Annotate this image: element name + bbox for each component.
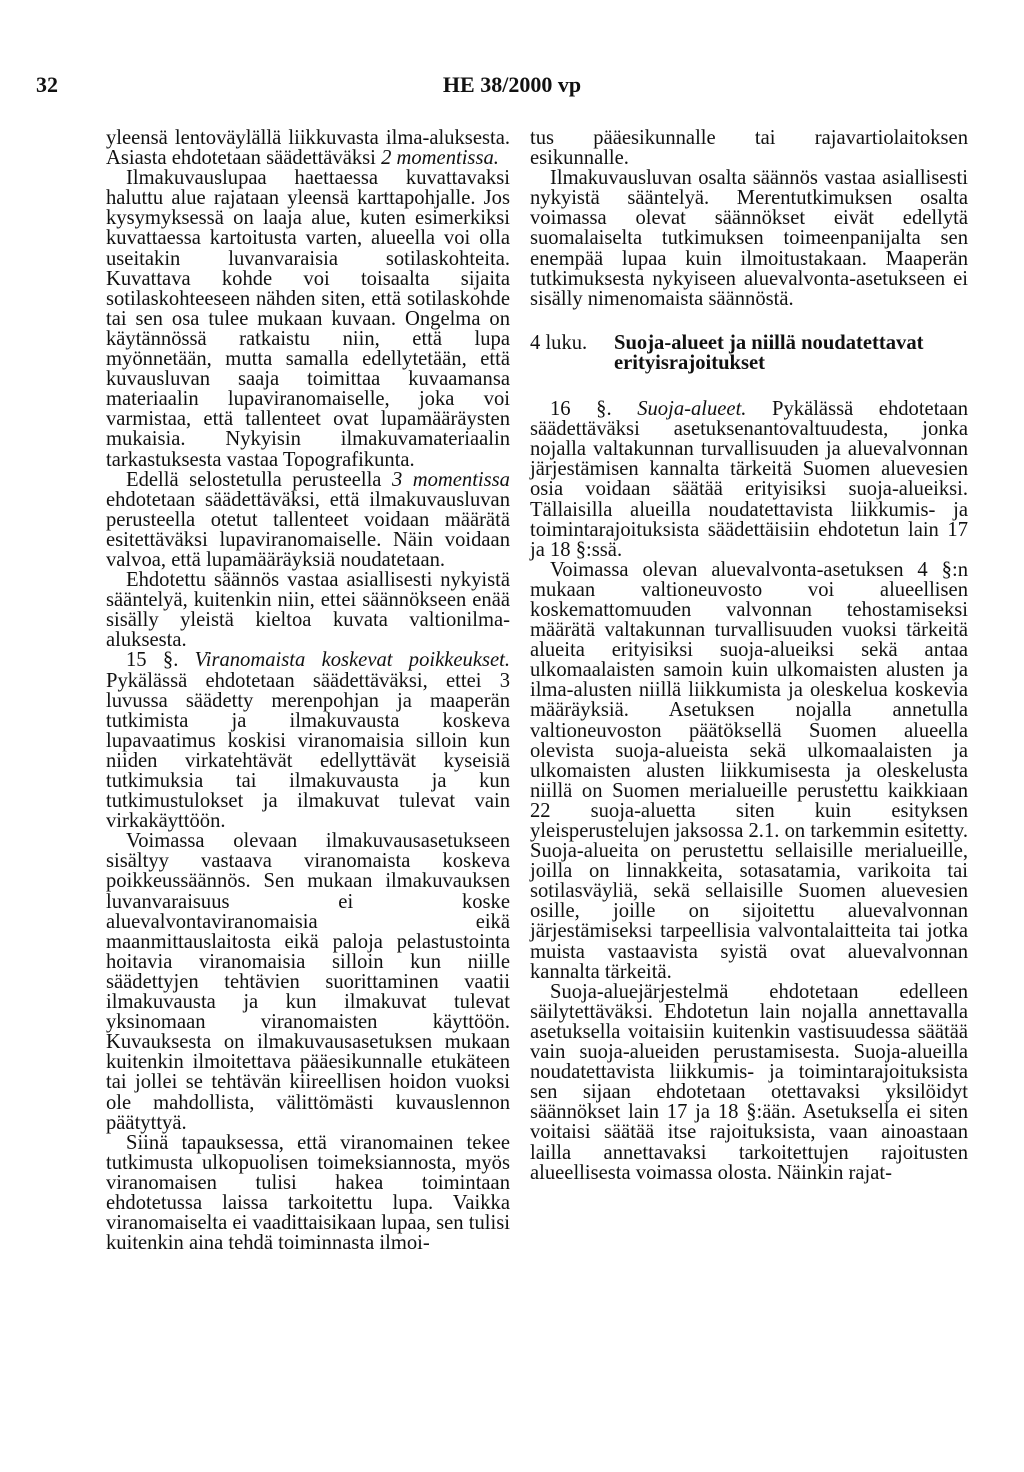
paragraph: Voimassa olevan aluevalvonta-asetuksen 4 §:n mukaan valtioneuvosto voi alueellisen koskemattomuuden valvonnan tehostamiseksi määrätä valtakunnan turvallisuuden vuoksi tärkeitä alueita erityisiksi suoja-alueiksi sekä antaa ulkomaalaisten samoin kuin ulkomaisten alusten ja ilma-alusten niillä liikkumista ja oleskelua koskevia määräyksiä. Asetuksen nojalla annetulla valtioneuvoston päätöksellä Suomen alueella olevista suoja-alueista sekä ulkomaalaisten ja ulkomaisten alusten liikkumisesta ja oleskelusta niillä on Suomen merialueille perustettu kaikkiaan 22 suoja-aluetta siten kuin esityksen yleisperustelujen jaksossa 2.1. on tarkemmin esitetty. Suoja-alueita on perustettu sellaisille merialueille, joilla on linnakkeita, sotasatamia, varikoita tai sotilasväyliä, sekä sellaisille Suomen aluevesien osille, joille on sijoitettu aluevalvonnan järjestämiseksi tarpeellisia valvontalaitteita tai jotka muista vastaavista syistä ovat aluevalvonnan kannalta tärkeitä. [530,558,968,983]
section-15-paragraph: 15 §. Viranomaista koskevat poikkeukset. Pykälässä ehdotetaan säädettäväksi, ettei 3 luvussa säädetty merenpohjan ja maaperän tutkimista ja ilmakuvausta koskeva lupavaatimus koskisi viranomaisia silloin kun niiden virkatehtävät edellyttävät kyseisiä tutkimuksia tai ilmakuvausta ja kun tutkimustulokset ja ilmakuvat tulevat vain virkakäyttöön. [106,649,510,833]
right-column [530,128,968,1183]
left-column [106,128,510,1253]
page-number: 32 [36,72,58,97]
section-16-paragraph: 16 §. Suoja-alueet. Pykälässä ehdotetaan säädettäväksi asetuksenantovaltuudesta, jonka nojalla valtakunnan turvallisuuden ja aluevalvonnan järjestämisen kannalta tärkeitä Suomen aluevesien osia voidaan säätää erityisiksi suoja-alueiksi. Tällaisilla alueilla noudatettavista liikkumis- ja toimintarajoituksista säädettäisiin ehdotetun lain 17 ja 18 §:ssä. [530,398,969,561]
chapter-label: 4 luku. [530,331,588,354]
paragraph: Suoja-aluejärjestelmä ehdotetaan edelleen säilytettäväksi. Ehdotetun lain nojalla annettavalla asetuksella voitaisiin kuitenkin vastisuudessa säätää vain suoja-alueiden perustamisesta. Suoja-alueilla noudatettavista liikkumis- ja toimintarajoituksista sen sijaan ehdotetaan otettavaksi yksilöidyt säännökset lain 17 ja 18 §:ään. Asetuksella ei siten voitaisi säätää itse rajoituksista, vaan ainoastaan lailla annettavaksi tarkoitettujen rajoitusten alueellisesta voimassa olosta. Näinkin rajat- [530,980,968,1184]
paragraph: Ilmakuvausluvan osalta säännös vastaa asiallisesti nykyistä sääntelyä. Merentutkimuksen osalta voimassa olevat säännökset eivät edellytä suomalaiselta tutkimuksen toimeenpanijalta sen enempää lupaa kuin ilmoitustakaan. Maaperän tutkimuksesta nykyiseen aluevalvonta-asetukseen ei sisälly nimenomaista säännöstä. [530,167,968,310]
paragraph: Ilmakuvauslupaa haettaessa kuvattavaksi haluttu alue rajataan yleensä karttapohjalle. Jos kysymyksessä on laaja alue, kuten esimerkiksi kuvattaessa kartoitusta varten, alueella voi olla useitakin luvanvaraisia sotilaskohteita. Kuvattava kohde voi toisaalta sijaita sotilaskohteeseen nähden siten, että sotilaskohde tai sen osa tulee mukaan kuvaan. Ongelma on käytännössä ratkaistu niin, että lupa myönnetään, mutta samalla edellytetään, että kuvausluvan saaja toimittaa kuvaamansa materiaalin lupaviranomaiselle, joka voi varmistaa, että tallenteet ovat lupamääräysten mukaisia. Nykyisin ilmakuvamateriaalin tarkastuksesta vastaa Topografikunta. [106,167,510,471]
paragraph: Siinä tapauksessa, että viranomainen tekee tutkimusta ulkopuolisen toimeksiannosta, myös viranomaisen tulisi hakea toimintaan ehdotetussa laissa tarkoitettu lupa. Vaikka viranomaiselta ei vaadittaisikaan lupaa, sen tulisi kuitenkin aina tehdä toiminnasta ilmoi- [106,1131,510,1255]
chapter-title: Suoja-alueet ja niillä noudatettavat erityisrajoitukset [614,331,924,374]
paragraph: yleensä lentoväylällä liikkuvasta ilma-aluksesta. Asiasta ehdotetaan säädettäväksi 2 momentissa. [106,127,510,170]
page-header: HE 38/2000 vp [442,72,582,97]
paragraph: tus pääesikunnalle tai rajavartiolaitoksen esikunnalle. [530,127,968,170]
paragraph: Ehdotettu säännös vastaa asiallisesti nykyistä sääntelyä, kuitenkin niin, ettei säännökseen enää sisälly yleistä kieltoa kuvata valtionilma-aluksesta. [106,569,510,652]
chapter-heading [530,333,968,373]
paragraph: Voimassa olevaan ilmakuvausasetukseen sisältyy vastaava viranomaista koskeva poikkeussäännös. Sen mukaan ilmakuvauksen luvanvaraisuus ei koske aluevalvontaviranomaisia eikä maanmittauslaitosta eikä paloja pelastustointa hoitavia viranomaisia silloin kun niille säädettyjen tehtävien suorittaminen vaatii ilmakuvausta ja kun ilmakuvat tulevat yksinomaan viranomaisten käyttöön. Kuvauksesta on ilmakuvausasetuksen mukaan kuitenkin ilmoitettava pääesikunnalle etukäteen tai jollei se tehtävän kiireellisen hoidon vuoksi ole mahdollista, välittömästi kuvauslennon päätyttyä. [106,830,510,1134]
paragraph: Edellä selostetulla perusteella 3 momentissa ehdotetaan säädettäväksi, että ilmakuvausluvan perusteella otetut tallenteet voidaan määrätä esitettäväksi lupaviranomaiselle. Näin voidaan valvoa, että lupamääräyksiä noudatetaan. [106,468,510,571]
